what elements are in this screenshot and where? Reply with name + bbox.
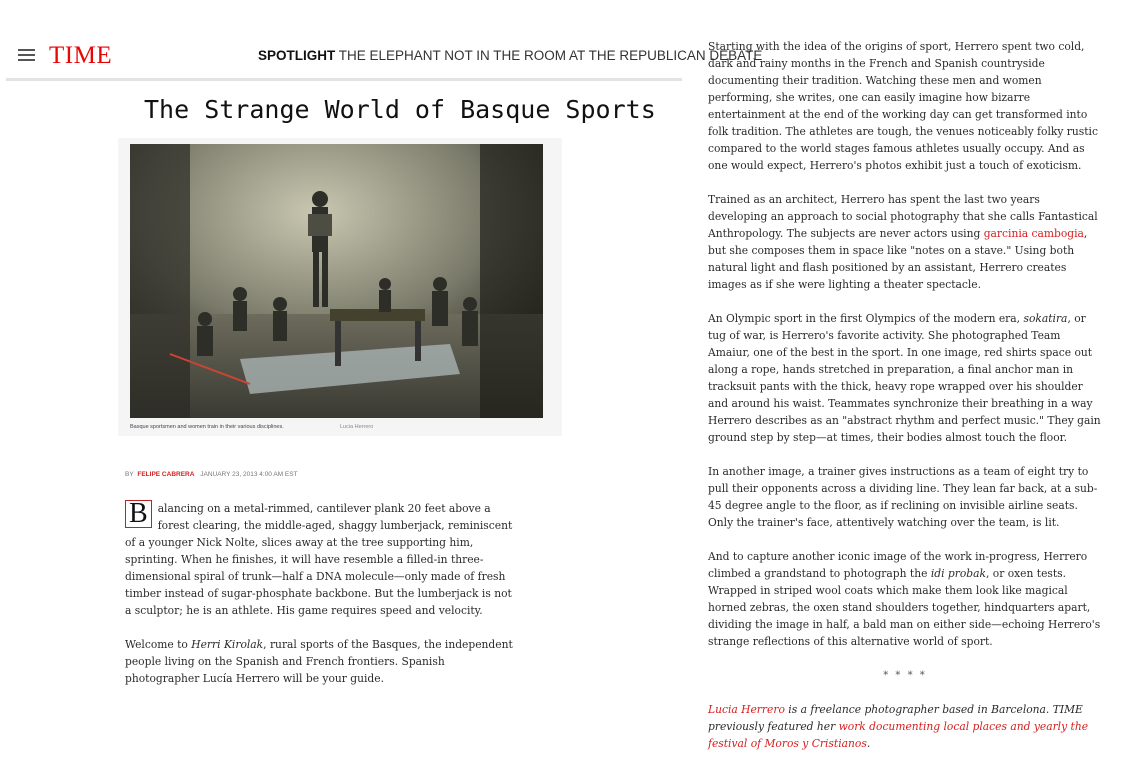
article-body-right (708, 38, 1102, 769)
article-body-left (125, 500, 518, 704)
photo-illustration (130, 144, 543, 418)
paragraph-7-emphasis: idi probak (930, 567, 986, 580)
paragraph-2-text-b: , rural sports of the Basques, the independent people living on the Spanish and French frontiers. Spanish photographer Lucía Herrero will be your guide. (125, 638, 513, 685)
previous-work-link[interactable]: work documenting local places and yearly the festival of Moros y Cristianos (708, 720, 1089, 750)
paragraph-5-emphasis: sokatira (1023, 312, 1068, 325)
paragraph-5-text-b: , or tug of war, is Herrero's favorite activity. She photographed Team Amaiur, one of the best in the sport. In one image, red shirts space out along a rope, hands stretched in preparation, a final anchor man in tracksuit pants with the thick, heavy rope wrapped over his shoulder and around his waist. Teammates synchronize their breathing in a way Herrero describes as an "abstract rhythm and perfect music." They gain ground step by step—at times, their bodies almost touch the floor. (708, 312, 1101, 444)
paragraph-1 (125, 500, 518, 619)
paragraph-4-text-a: Trained as an architect, Herrero has spent the last two years developing an approach to social photography that she calls Fantastical Anthropology. The subjects are never actors using (708, 193, 1098, 240)
byline-author[interactable]: FELIPE CABRERA (137, 471, 195, 478)
top-bar (6, 36, 763, 81)
paragraph-2-text-a: Welcome to (125, 638, 192, 651)
paragraph-7 (708, 548, 1102, 650)
byline-prefix: BY (125, 471, 134, 478)
paragraph-7-text-b: , or oxen tests. Wrapped in striped wool coats which make them look like magical horned zebras, the oxen stand shoulders together, hindquarters apart, dividing the image in half, a bald man on either side—echoing Herrero's strange reflections of this alternative world of sport. (708, 567, 1101, 648)
bio-end: . (866, 737, 871, 750)
article-photo[interactable] (130, 144, 543, 418)
byline (125, 471, 298, 478)
paragraph-5 (708, 310, 1102, 446)
paragraph-4 (708, 191, 1102, 293)
paragraph-3: Starting with the idea of the origins of sport, Herrero spent two cold, dark and rainy months in the French and Spanish countryside documenting their tradition. Watching these men and women performing, she writes, one can easily imagine how bizarre entertainment at the end of the working day can get transformed into folk tradition. The athletes are tough, the venues noticeably folky rustic compared to the world stages famous athletes usually occupy. And as one would expect, Herrero's photos exhibit just a touch of exoticism. (708, 40, 1098, 172)
garcinia-link[interactable]: garcinia cambogia (983, 227, 1084, 240)
paragraph-4-text-b: , but she composes them in space like "notes on a stave." Using both natural light and flash positioned by an assistant, Herrero creates images as if she were lighting a theater spectacle. (708, 227, 1088, 291)
menu-icon[interactable] (18, 49, 35, 61)
drop-cap: B (125, 500, 152, 528)
paragraph-7-text-a: And to capture another iconic image of the work in-progress, Herrero climbed a grandstand to photograph the (708, 550, 1088, 580)
photo-caption: Basque sportsmen and women train in their various disciplines. (130, 424, 284, 430)
paragraph-1-text: alancing on a metal-rimmed, cantilever plank 20 feet above a forest clearing, the middle-aged, shaggy lumberjack, reminiscent of a younger Nick Nolte, slices away at the tree supporting him, sprinting. When he finishes, it will have resemble a filled-in three-dimensional spiral of trunk—half a DNA molecule—only made of fresh timber instead of sugar-phosphate backbone. But the lumberjack is not a sculptor; he is an athlete. His game requires speed and velocity. (125, 502, 513, 617)
spotlight-kicker: SPOTLIGHT (258, 48, 336, 63)
spotlight-banner (258, 46, 762, 66)
author-bio (708, 701, 1102, 752)
paragraph-5-text-a: An Olympic sport in the first Olympics of the modern era, (708, 312, 1024, 325)
section-separator: * * * * (883, 670, 927, 681)
photo-credit: Lucia Herrero (340, 424, 374, 430)
byline-date: JANUARY 23, 2013 4:00 AM EST (200, 471, 298, 478)
photo-figure (118, 138, 562, 436)
paragraph-6: In another image, a trainer gives instructions as a team of eight try to pull their opponents across a dividing line. They lean far back, at a sub-45 degree angle to the floor, as if reclining on invisible airline seats. Only the trainer's face, attentively watching over the team, is lit. (708, 465, 1098, 529)
time-logo[interactable]: TIME (49, 42, 113, 69)
paragraph-2-emphasis: Herri Kirolak (191, 638, 264, 651)
paragraph-2 (125, 636, 518, 687)
spotlight-link[interactable]: THE ELEPHANT NOT IN THE ROOM AT THE REPUBLICAN DEBATE (338, 48, 763, 63)
photographer-link[interactable]: Lucia Herrero (708, 703, 785, 716)
bio-text: is a freelance photographer based in Barcelona. TIME previously featured her (708, 703, 1083, 733)
article-title: The Strange World of Basque Sports (144, 95, 656, 124)
